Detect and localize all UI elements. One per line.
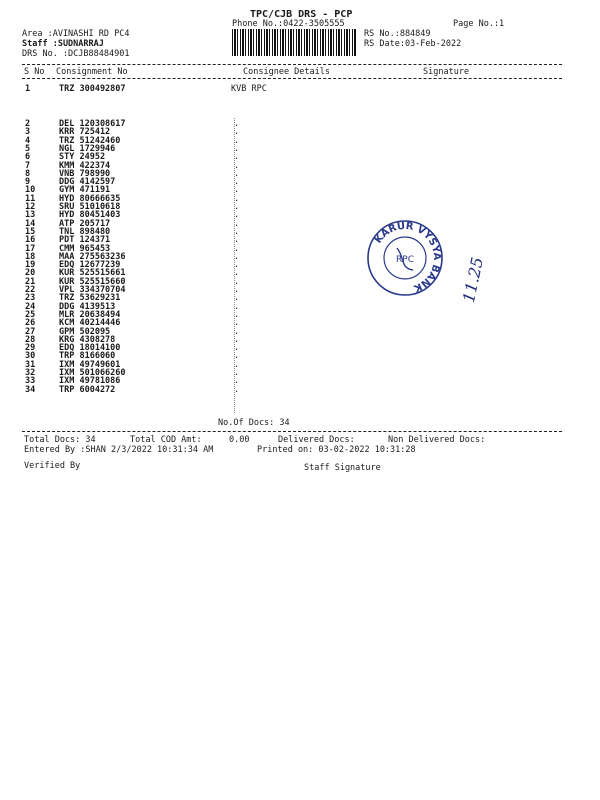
header-consignee: Consignee Details (243, 67, 330, 77)
row-consignment: MAA 275563236 (59, 251, 126, 262)
row-consignment: KCM 40214446 (59, 318, 121, 329)
row-consignment: KRR 725412 (59, 127, 111, 138)
row-consignment: GPM 502095 (59, 326, 111, 337)
header-signature: Signature (423, 67, 470, 77)
row-consignment: TRP 8166060 (59, 351, 116, 362)
row-sno: 20 (25, 268, 36, 279)
row-sno: 34 (25, 384, 36, 395)
row-consignment: KRG 4308278 (59, 334, 116, 345)
row-sno: 33 (25, 376, 36, 387)
row-consignment: DDG 4142597 (59, 177, 116, 188)
handwritten-signature-icon (440, 255, 488, 317)
row-dot: . (234, 368, 240, 378)
phone-number: Phone No.:0422-3505555 (232, 19, 345, 29)
row-dot: . (234, 119, 240, 129)
row-dot: . (234, 185, 240, 196)
row-sno: 18 (25, 251, 36, 262)
row-consignment: TRP 6004272 (59, 384, 116, 395)
row-dot: . (234, 177, 240, 188)
row-sno: 9 (25, 177, 31, 188)
row-sno: 27 (25, 326, 36, 337)
row-sno: 19 (25, 260, 36, 271)
row-dot: . (234, 168, 240, 179)
row-consignment: TRZ 51242460 (59, 135, 121, 146)
row-sno: 4 (25, 135, 31, 146)
header-consignment: Consignment No (56, 67, 128, 77)
row-consignment: DEL 120308617 (59, 119, 126, 129)
table-row (22, 403, 582, 412)
row-sno: 31 (25, 359, 36, 370)
row-dot: . (234, 135, 240, 146)
rs-number: RS No.:884849 (364, 29, 431, 39)
row-sno: 25 (25, 309, 36, 320)
row-consignment: IXM 501066260 (59, 368, 126, 378)
row-consignment: DDG 4139513 (59, 301, 116, 312)
row-dot: . (234, 218, 240, 229)
row-sno: 26 (25, 318, 36, 329)
row-consignment: IXM 49781086 (59, 376, 121, 387)
total-cod-label: Total COD Amt: (130, 435, 202, 445)
row-dot: . (234, 210, 240, 221)
row-dot: . (234, 152, 240, 163)
table-row (22, 85, 582, 94)
row-sno: 3 (25, 127, 31, 138)
drs-number: DRS No. :DCJB88484901 (22, 49, 130, 59)
divider (22, 64, 562, 65)
no-of-docs: No.Of Docs: 34 (218, 418, 290, 428)
row-sno: 30 (25, 351, 36, 362)
row-dot: . (234, 243, 240, 254)
area-field: Area :AVINASHI RD PC4 (22, 29, 130, 39)
rs-date: RS Date:03-Feb-2022 (364, 39, 462, 49)
row-consignment: TNL 898480 (59, 226, 111, 237)
row-sno: 2 (25, 119, 31, 129)
row-sno: 28 (25, 334, 36, 345)
row-dot: . (234, 160, 240, 171)
row-dot: . (234, 384, 240, 395)
row-sno: 11 (25, 193, 36, 204)
row-sno: 13 (25, 210, 36, 221)
total-docs: Total Docs: 34 (24, 435, 96, 445)
row-consignment: STY 24952 (59, 152, 106, 163)
row-dot: . (234, 251, 240, 262)
row-dot: . (234, 202, 240, 212)
row-dot: . (234, 268, 240, 279)
row-sno: 1 (25, 84, 31, 94)
row-sno: 22 (25, 285, 36, 295)
row-consignment: CMM 965453 (59, 243, 111, 254)
row-sno: 10 (25, 185, 36, 196)
divider (22, 78, 562, 79)
row-dot: . (234, 318, 240, 329)
row-sno: 14 (25, 218, 36, 229)
row-dot: . (234, 143, 240, 154)
row-consignment: IXM 49749601 (59, 359, 121, 370)
row-consignment: HYD 80666635 (59, 193, 121, 204)
row-dot: . (234, 376, 240, 387)
row-dot: . (234, 293, 240, 304)
row-sno: 8 (25, 168, 31, 179)
row-dot: . (234, 276, 240, 287)
row-sno: 23 (25, 293, 36, 304)
row-dot: . (234, 326, 240, 337)
row-sno: 17 (25, 243, 36, 254)
total-cod-value: 0.00 (229, 435, 250, 445)
row-consignment: EDQ 12677239 (59, 260, 121, 271)
row-dot: . (234, 334, 240, 345)
svg-text:KARUR VYSYA BANK: KARUR VYSYA BANK (372, 220, 443, 294)
row-dot: . (234, 260, 240, 271)
row-consignment: TRZ 53629231 (59, 293, 121, 304)
staff-signature: Staff Signature (304, 463, 381, 473)
row-sno: 29 (25, 343, 36, 354)
barcode (232, 29, 357, 56)
row-consignment: VNB 798990 (59, 168, 111, 179)
row-consignment: KUR 525515661 (59, 268, 126, 279)
table-row (22, 386, 582, 395)
non-delivered-docs: Non Delivered Docs: (388, 435, 486, 445)
row-sno: 15 (25, 226, 36, 237)
doc-title: TPC/CJB DRS - PCP (250, 9, 353, 20)
row-consignment: HYD 80451403 (59, 210, 121, 221)
verified-by: Verified By (24, 461, 81, 471)
page-number: Page No.:1 (453, 19, 505, 29)
row-sno: 24 (25, 301, 36, 312)
row-dot: . (234, 343, 240, 354)
delivered-docs: Delivered Docs: (278, 435, 355, 445)
row-dot: . (234, 301, 240, 312)
row-sno: 7 (25, 160, 31, 171)
column-rule (234, 118, 235, 413)
row-consignment: PDT 124371 (59, 235, 111, 246)
row-dot: . (234, 309, 240, 320)
row-sno: 5 (25, 143, 31, 154)
header-sno: S No (24, 67, 45, 77)
row-dot: . (234, 193, 240, 204)
entered-by: Entered By :SHAN 2/3/2022 10:31:34 AM (24, 445, 214, 455)
row-consignment: ATP 205717 (59, 218, 111, 229)
bank-stamp (365, 218, 445, 298)
row-sno: 6 (25, 152, 31, 163)
row-dot: . (234, 127, 240, 138)
row-sno: 16 (25, 235, 36, 246)
staff-field: Staff :SUDNARRAJ (22, 39, 104, 49)
divider (22, 431, 562, 432)
row-sno: 12 (25, 202, 36, 212)
row-consignment: TRZ 300492807 (59, 84, 126, 94)
row-sno: 32 (25, 368, 36, 378)
row-consignment: NGL 1729946 (59, 143, 116, 154)
row-dot: . (234, 285, 240, 295)
row-consignment: KUR 525515660 (59, 276, 126, 287)
printed-on: Printed on: 03-02-2022 10:31:28 (257, 445, 416, 455)
row-consignment: EDQ 18014100 (59, 343, 121, 354)
row-consignment: KMM 422374 (59, 160, 111, 171)
row-consignment: VPL 334370704 (59, 285, 126, 295)
row-dot: . (234, 226, 240, 237)
row-dot: . (234, 359, 240, 370)
row-consignee: KVB RPC (231, 84, 267, 94)
row-dot: . (234, 351, 240, 362)
row-sno: 21 (25, 276, 36, 287)
row-consignment: MLR 20638494 (59, 309, 121, 320)
svg-text:11.25: 11.25 (458, 255, 488, 305)
row-consignment: GYM 471191 (59, 185, 111, 196)
handwritten-note (440, 255, 488, 321)
row-dot: . (234, 235, 240, 246)
svg-text:RPC: RPC (396, 255, 414, 265)
row-consignment: SRU 51010618 (59, 202, 121, 212)
